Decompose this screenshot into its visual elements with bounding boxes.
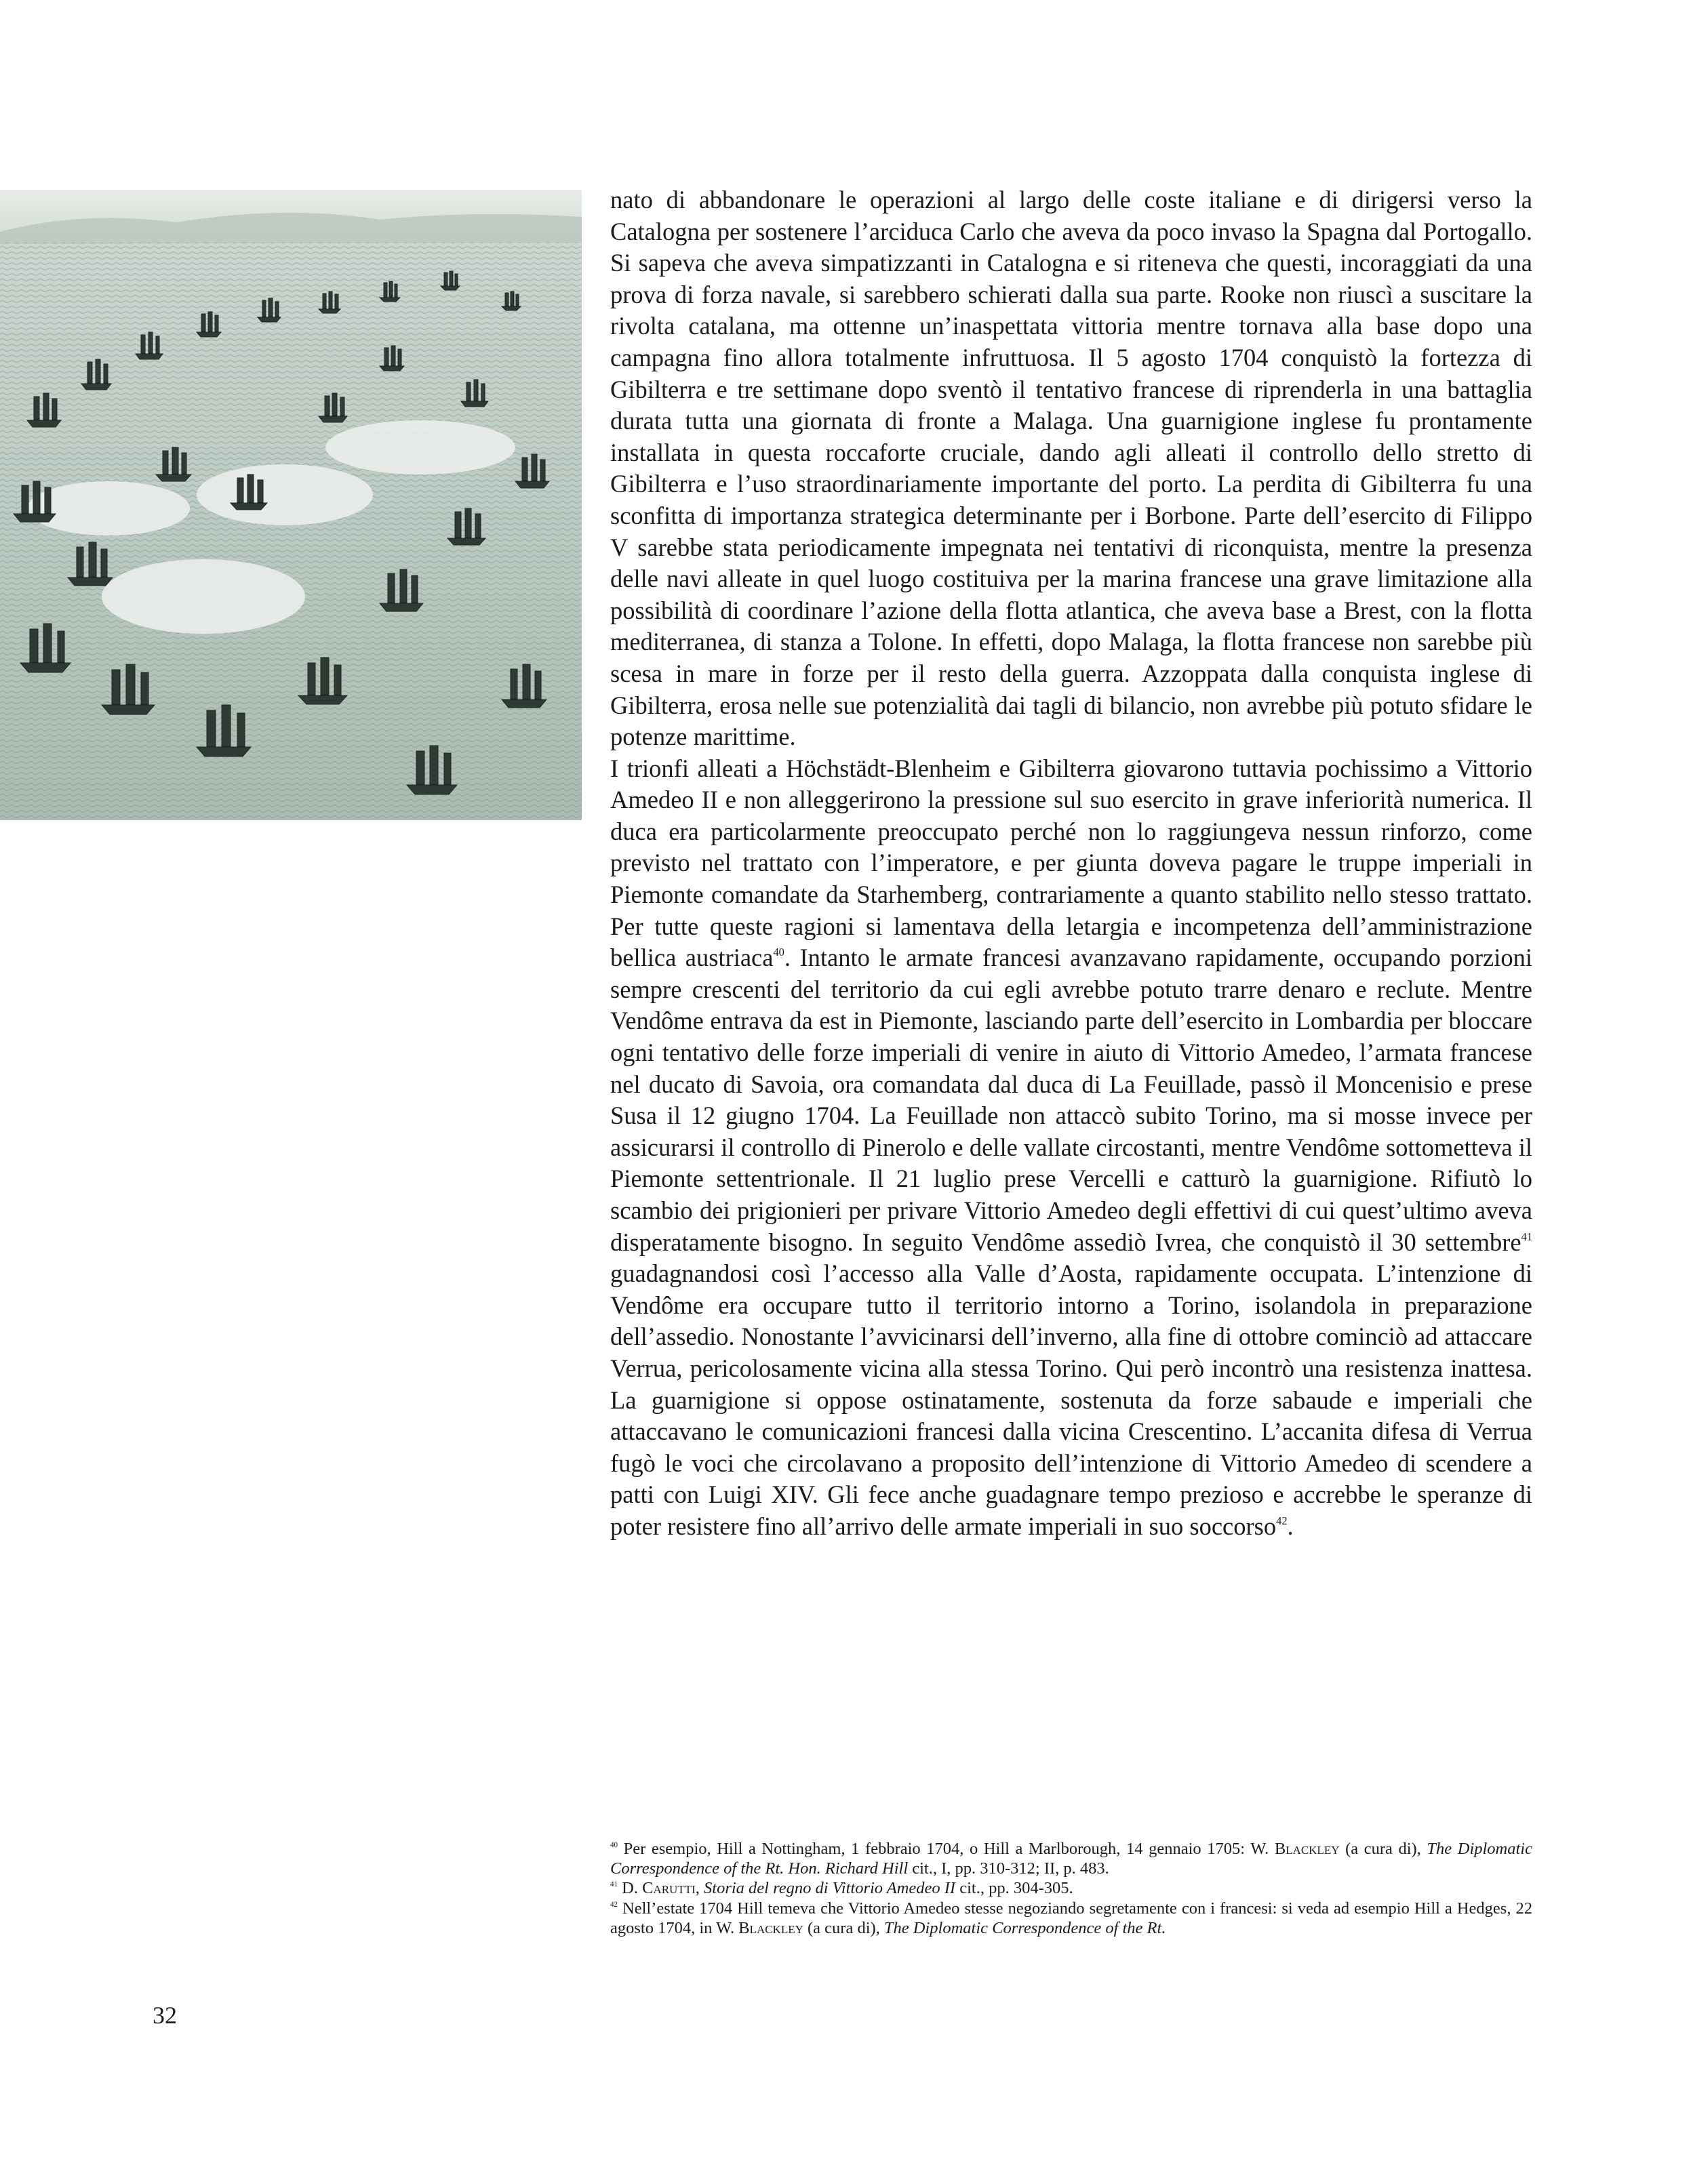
footnote-41-title: Storia del regno di Vittorio Amedeo II <box>704 1879 956 1898</box>
footnote-42-title: The Diplomatic Correspondence of the Rt. <box>883 1918 1166 1937</box>
footnote-42-number: 42 <box>610 1900 618 1909</box>
footnote-40-number: 40 <box>610 1841 618 1850</box>
paragraph-2-part-2: . Intanto le armate francesi avanzavano rapidamente, occupando porzioni sempre crescenti del territorio da cui egli avrebbe potuto trarre denaro e reclute. Mentre Vendôme entrava da est in Piemonte, lasciando parte dell’esercito in Lombardia per bloccare ogni tentativo delle forze imperiali di venire in aiuto di Vittorio Amedeo, l’armata francese nel ducato di Savoia, ora comandata dal duca di La Feuillade, passò il Moncenisio e prese Susa il 12 giugno 1704. La Feuillade non attaccò subito Torino, ma si mosse invece per assicurarsi il controllo di Pinerolo e delle vallate circostanti, mentre Vendôme sottometteva il Piemonte settentrionale. Il 21 luglio prese Vercelli e catturò la guarnigione. Rifiutò lo scambio dei prigionieri per privare Vittorio Amedeo degli effettivi di cui quest’ultimo aveva disperatamente bisogno. In seguito Vendôme assediò Ivrea, che conquistò il 30 settembre <box>610 944 1532 1256</box>
footnote-ref-42[interactable]: 42 <box>1276 1514 1288 1528</box>
page-number: 32 <box>153 2002 177 2029</box>
main-text <box>610 184 1532 1543</box>
footnote-40-title: The Diplomatic Correspondence of the Rt. Hon. Richard Hill <box>610 1840 1532 1878</box>
naval-battle-engraving-icon <box>0 190 582 820</box>
footnote-40-text-c: cit., I, pp. 310-312; II, p. 483. <box>908 1859 1109 1878</box>
footnote-ref-41[interactable]: 41 <box>1521 1230 1532 1243</box>
paragraph-2-end: . <box>1287 1512 1294 1540</box>
footnote-42 <box>610 1899 1532 1938</box>
paragraph-2-part-1: I trionfi alleati a Höchstädt-Blenheim e Gibilterra giovarono tuttavia pochissimo a Vittorio Amedeo II e non alleggerirono la pressione sul suo esercito in grave inferiorità numerica. Il duca era particolarmente preoccupato perché non lo raggiungeva nessun rinforzo, come previsto nel trattato con l’imperatore, e per giunta doveva pagare le truppe imperiali in Piemonte comandate da Starhemberg, contrariamente a quanto stabilito nello stesso trattato. Per tutte queste ragioni si lamentava della letargia e incompetenza dell’amministrazione bellica austriaca <box>610 754 1532 972</box>
paragraph-2-part-3: guadagnandosi così l’accesso alla Valle d’Aosta, rapidamente occupata. L’intenzione di Vendôme era occupare tutto il territorio intorno a Torino, isolandola in preparazione dell’assedio. Nonostante l’avvicinarsi dell’inverno, alla fine di ottobre cominciò ad attaccare Verrua, pericolosamente vicina alla stessa Torino. Qui però incontrò una resistenza inattesa. La guarnigione si oppose ostinatamente, sostenuta da forze sabaude e imperiali che attaccavano le comunicazioni francesi dalla vicina Crescentino. L’accanita difesa di Verrua fugò le voci che circolavano a proposito dell’intenzione di Vittorio Amedeo di scendere a patti con Luigi XIV. Gli fece anche guadagnare tempo prezioso e accrebbe le speranze di poter resistere fino all’arrivo delle armate imperiali in suo soccorso <box>610 1259 1532 1540</box>
paragraph-2 <box>610 753 1532 1543</box>
footnote-40-text: Per esempio, Hill a Nottingham, 1 febbraio 1704, o Hill a Marlborough, 14 gennaio 1705: W. <box>618 1840 1275 1858</box>
footnote-ref-40[interactable]: 40 <box>773 946 784 959</box>
footnote-41-text: D. <box>618 1879 643 1898</box>
footnote-41 <box>610 1878 1532 1898</box>
footnotes <box>610 1839 1532 1938</box>
footnote-40-author: Blackley <box>1274 1840 1340 1858</box>
footnote-41-text-c: cit., pp. 304-305. <box>955 1879 1073 1898</box>
footnote-40-text-b: (a cura di), <box>1339 1840 1427 1858</box>
footnote-42-text-b: (a cura di), <box>803 1918 884 1937</box>
naval-battle-illustration <box>0 190 582 820</box>
footnote-41-text-b: , <box>695 1879 704 1898</box>
footnote-42-text: Nell’estate 1704 Hill temeva che Vittorio Amedeo stesse negoziando segretamente con i francesi: si veda ad esempio Hill a Hedges, 22 agosto 1704, in W. <box>610 1899 1532 1937</box>
footnote-40 <box>610 1839 1532 1878</box>
paragraph-1: nato di abbandonare le operazioni al largo delle coste italiane e di dirigersi verso la Catalogna per sostenere l’arciduca Carlo che aveva da poco invaso la Spagna dal Portogallo. Si sapeva che aveva simpatizzanti in Catalogna e si riteneva che questi, incoraggiati da una prova di forza navale, si sarebbero schierati dalla sua parte. Rooke non riuscì a suscitare la rivolta catalana, ma ottenne un’inaspettata vittoria mentre tornava alla base dopo una campagna fino allora totalmente infruttuosa. Il 5 agosto 1704 conquistò la fortezza di Gibilterra e tre settimane dopo sventò il tentativo francese di riprenderla in una battaglia durata tutta una giornata di fronte a Malaga. Una guarnigione inglese fu prontamente installata in questa roccaforte cruciale, dando agli alleati il controllo dello stretto di Gibilterra e l’uso straordinariamente importante del porto. La perdita di Gibilterra fu una sconfitta di importanza strategica determinante per i Borbone. Parte dell’esercito di Filippo V sarebbe stata periodicamente impegnata nei tentativi di riconquista, mentre la presenza delle navi alleate in quel luogo costituiva per la marina francese una grave limitazione alla possibilità di coordinare l’azione della flotta atlantica, che aveva base a Brest, con la flotta mediterranea, di stanza a Tolone. In effetti, dopo Malaga, la flotta francese non sarebbe più scesa in mare in forze per il resto della guerra. Azzoppata dalla conquista inglese di Gibilterra, erosa nelle sue potenzialità dai tagli di bilancio, non avrebbe più potuto sfidare le potenze marittime. <box>610 186 1532 751</box>
footnote-42-author: Blackley <box>738 1918 803 1937</box>
footnote-41-author: Carutti <box>642 1879 696 1898</box>
footnote-41-number: 41 <box>610 1880 618 1889</box>
